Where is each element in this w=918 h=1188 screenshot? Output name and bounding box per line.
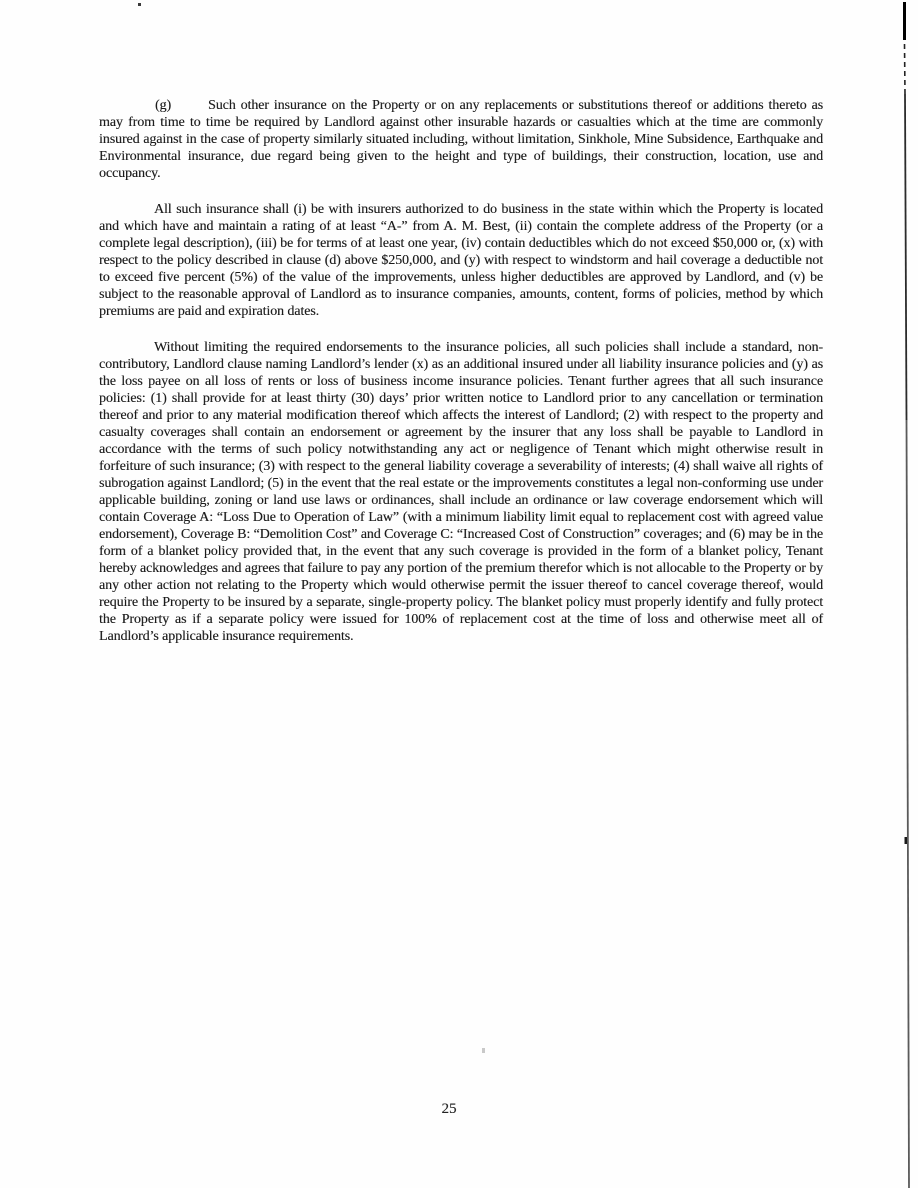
paragraph-clause-g (99, 97, 823, 182)
scan-edge-line-middle (905, 94, 907, 420)
scan-edge-line-dashes (905, 44, 906, 94)
document-body (99, 97, 823, 645)
scan-edge-blob (905, 837, 908, 844)
page-number: 25 (441, 1101, 457, 1117)
clause-g-text: Such other insurance on the Property or on any replacements or substitutions thereof or additions thereto as may from time to time be required by Landlord against other insurable hazards or casualties which at the time are commonly insured against in the case of property similarly situated including, without limitation, Sinkhole, Mine Subsidence, Earthquake and Environmental insurance, due regard being given to the height and type of buildings, their construction, location, use and occupancy. (99, 98, 823, 181)
scan-speck-faint-center (482, 1048, 485, 1053)
scan-speck-top (138, 3, 141, 6)
clause-g-label: (g) (155, 98, 172, 113)
paragraph-insurer-requirements: All such insurance shall (i) be with insurers authorized to do business in the state within which the Property is located and which have and maintain a rating of at least “A-” from A. M. Best, (ii) contain the complete address of the Property (or a complete legal description), (iii) be for terms of at least one year, (iv) contain deductibles which do not exceed $50,000 or, (x) with respect to the policy described in clause (d) above $250,000, and (y) with respect to windstorm and hail coverage a deductible not to exceed five percent (5%) of the value of the improvements, unless higher deductibles are approved by Landlord, and (v) be subject to the reasonable approval of Landlord as to insurance companies, amounts, content, forms of policies, method by which premiums are paid and expiration dates. (99, 202, 823, 319)
scan-edge-line-bottom (907, 420, 910, 1188)
paragraph-policy-endorsements: Without limiting the required endorsements to the insurance policies, all such policies shall include a standard, non-contributory, Landlord clause naming Landlord’s lender (x) as an additional insured under all liability insurance policies and (y) as the loss payee on all loss of rents or loss of business income insurance policies. Tenant further agrees that all such insurance policies: (1) shall provide for at least thirty (30) days’ prior written notice to Landlord prior to any cancellation or termination thereof and prior to any material modification thereof which affects the interest of Landlord; (2) with respect to the property and casualty coverages shall contain an endorsement or agreement by the insurer that any loss shall be payable to Landlord in accordance with the terms of such policy notwithstanding any act or negligence of Tenant which might otherwise result in forfeiture of such insurance; (3) with respect to the general liability coverage a severability of interests; (4) shall waive all rights of subrogation against Landlord; (5) in the event that the real estate or the improvements constitutes a legal non-conforming use under applicable building, zoning or land use laws or ordinances, shall include an ordinance or law coverage endorsement which will contain Coverage A: “Loss Due to Operation of Law” (with a minimum liability limit equal to replacement cost with agreed value endorsement), Coverage B: “Demolition Cost” and Coverage C: “Increased Cost of Construction” coverages; and (6) may be in the form of a blanket policy provided that, in the event that any such coverage is provided in the form of a blanket policy, Tenant hereby acknowledges and agrees that failure to pay any portion of the premium therefor which is not allocable to the Property or by any other action not relating to the Property which would otherwise permit the issuer thereof to cancel coverage thereof, would require the Property to be insured by a separate, single-property policy. The blanket policy must properly identify and fully protect the Property as if a separate policy were issued for 100% of replacement cost at the time of loss and otherwise meet all of Landlord’s applicable insurance requirements. (99, 340, 823, 644)
